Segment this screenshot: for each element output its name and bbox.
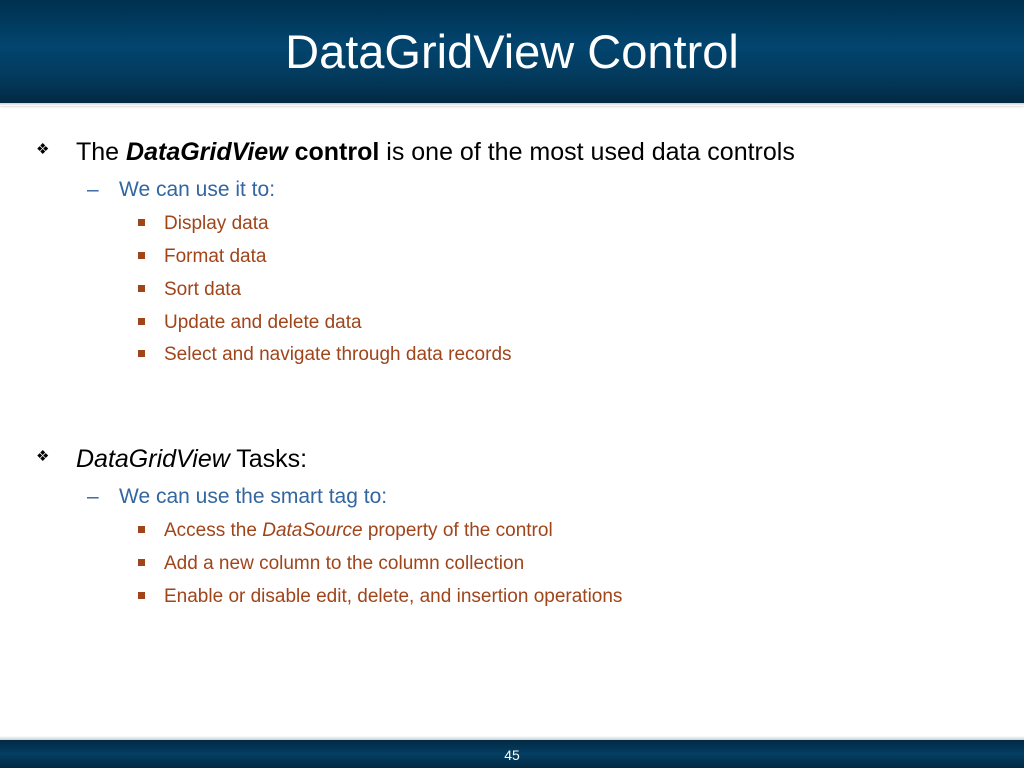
bullet-level3-text: Sort data: [164, 279, 242, 300]
footer-bar: [0, 740, 1024, 768]
bullet-level3-text: Access the: [164, 520, 263, 541]
bullet-level3: [138, 212, 269, 236]
bullet-level3-text: Format data: [164, 246, 267, 267]
dash-bullet-icon: –: [87, 485, 99, 508]
bullet-level3-text: Add a new column to the column collection: [164, 553, 525, 574]
square-bullet-icon: [138, 526, 145, 533]
bullet-text-bold: control: [287, 138, 380, 166]
dash-bullet-icon: –: [87, 178, 99, 201]
bullet-level2-text: We can use it to:: [119, 178, 276, 201]
bullet-level3-text: Enable or disable edit, delete, and insertion operations: [164, 586, 623, 607]
bullet-text-part: is one of the most used data controls: [379, 138, 795, 166]
bullet-level3: [138, 311, 362, 335]
square-bullet-icon: [138, 285, 145, 292]
bullet-text-emphasis: DataGridView: [76, 445, 230, 473]
bullet-level3-emphasis: DataSource: [262, 520, 363, 541]
square-bullet-icon: [138, 318, 145, 325]
square-bullet-icon: [138, 592, 145, 599]
bullet-text-part: Tasks:: [229, 445, 308, 473]
title-bar: [0, 0, 1024, 103]
square-bullet-icon: [138, 559, 145, 566]
bullet-text-part: The: [76, 138, 127, 166]
bullet-level1: [36, 137, 795, 168]
bullet-level2-text: We can use the smart tag to:: [119, 485, 388, 508]
square-bullet-icon: [138, 219, 145, 226]
diamond-bullet-icon: ❖: [36, 448, 50, 466]
diamond-bullet-icon: ❖: [36, 141, 50, 159]
square-bullet-icon: [138, 252, 145, 259]
page-number: 45: [504, 747, 520, 763]
bullet-level3-text: Select and navigate through data records: [164, 344, 512, 365]
bullet-level3: [138, 552, 524, 576]
bullet-level2: [87, 484, 387, 510]
bullet-level1: [36, 444, 307, 475]
bullet-level3-text: Update and delete data: [164, 312, 362, 333]
bullet-level3: [138, 245, 266, 269]
bullet-level3: [138, 343, 512, 367]
bullet-level2: [87, 177, 275, 203]
bullet-level3-text: Display data: [164, 213, 269, 234]
bullet-text-emphasis: DataGridView: [126, 138, 288, 166]
square-bullet-icon: [138, 350, 145, 357]
bullet-level3: [138, 519, 553, 543]
slide-title: DataGridView Control: [285, 25, 739, 78]
bullet-level3-text: property of the control: [362, 520, 553, 541]
bullet-level3: [138, 585, 622, 609]
bullet-level3: [138, 278, 241, 302]
